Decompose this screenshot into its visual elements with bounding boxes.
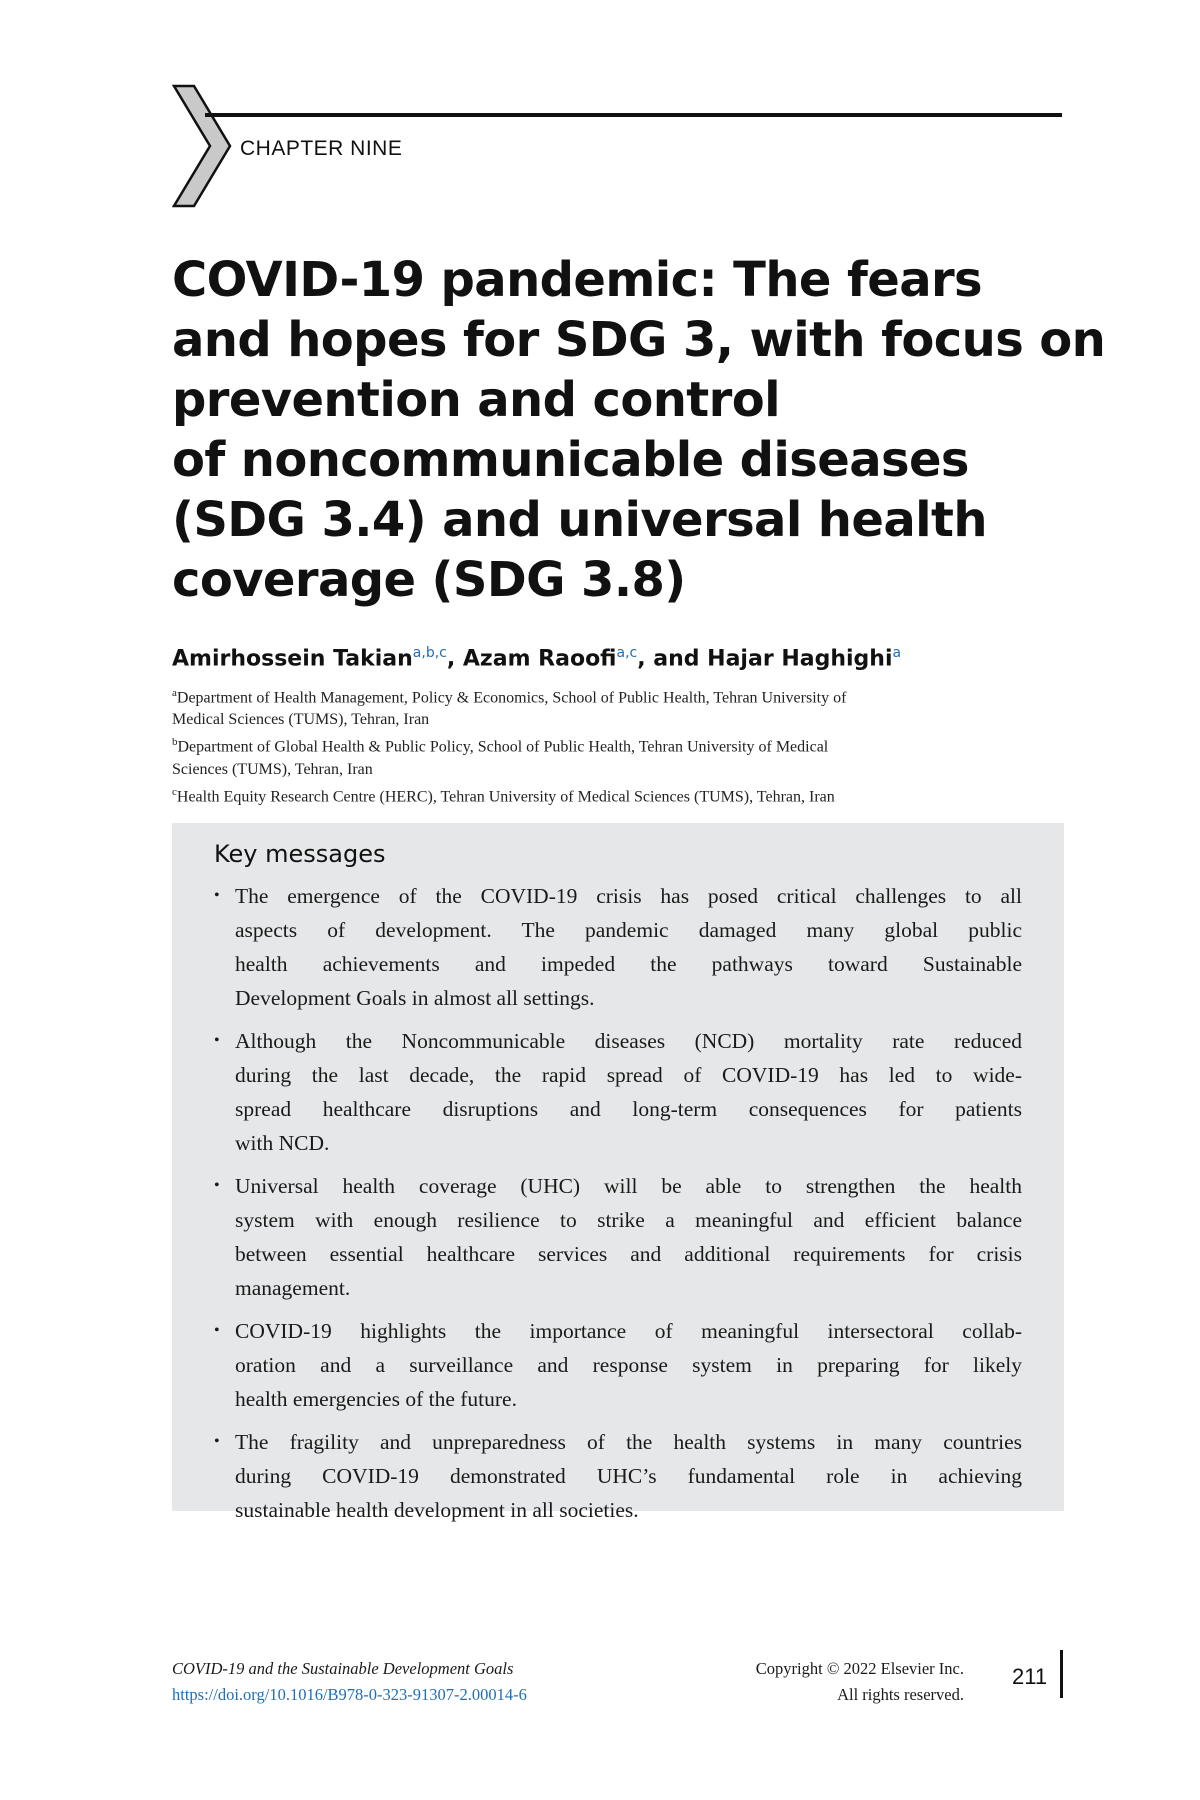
key-message-line: health emergencies of the future. [235, 1387, 517, 1411]
author-list [172, 645, 901, 671]
key-message-item [214, 1024, 1022, 1160]
affiliation-marker: b [172, 736, 178, 749]
affiliation-text: Department of Global Health & Public Policy, School of Public Health, Tehran University of Medical [177, 738, 829, 756]
author-name: Hajar Haghighi [707, 646, 893, 672]
affiliation-text: Department of Health Management, Policy & Economics, School of Public Health, Tehran University of [176, 689, 847, 707]
key-message-line: COVID-19 highlights the importance of meaningful intersectoral collab- [235, 1319, 1022, 1343]
copyright-text: Copyright © 2022 Elsevier Inc. [755, 1659, 964, 1678]
bullet-icon: • [214, 1032, 220, 1049]
bullet-icon: • [214, 1433, 220, 1450]
key-message-line: during COVID-19 demonstrated UHC’s fundamental role in achieving [235, 1464, 1022, 1488]
chapter-chevron-marker [172, 84, 232, 208]
key-messages-heading: Key messages [214, 840, 386, 868]
title-line: prevention and control [172, 372, 780, 428]
key-message-line: during the last decade, the rapid spread of COVID-19 has led to wide- [235, 1063, 1022, 1087]
key-message-line: with NCD. [235, 1131, 330, 1155]
key-message-line: Although the Noncommunicable diseases (NCD) mortality rate reduced [235, 1029, 1022, 1053]
title-line: coverage (SDG 3.8) [172, 552, 686, 608]
key-message-line: sustainable health development in all societies. [235, 1498, 639, 1522]
key-message-line: health achievements and impeded the pathways toward Sustainable [235, 952, 1022, 976]
bullet-icon: • [214, 1177, 220, 1194]
title-line: and hopes for SDG 3, with focus on [172, 312, 1106, 368]
key-message-item [214, 1314, 1022, 1416]
affiliation-text: Health Equity Research Centre (HERC), Tehran University of Medical Sciences (TUMS), Tehran, Iran [176, 787, 835, 805]
key-message-item [214, 1169, 1022, 1305]
affiliation-c [172, 781, 1072, 808]
title-line: COVID-19 pandemic: The fears [172, 252, 983, 308]
key-messages-box [172, 823, 1064, 1522]
chapter-title [172, 250, 1106, 610]
key-message-line: system with enough resilience to strike a meaningful and efficient balance [235, 1208, 1022, 1232]
page-number: 211 [1012, 1664, 1048, 1689]
book-title: COVID-19 and the Sustainable Development Goals [172, 1659, 514, 1678]
key-message-line: spread healthcare disruptions and long-term consequences for patients [235, 1097, 1022, 1121]
key-message-line: management. [235, 1276, 351, 1300]
doi-link[interactable]: https://doi.org/10.1016/B978-0-323-91307-2.00014-6 [172, 1685, 527, 1704]
author-name: Amirhossein Takian [172, 646, 413, 672]
page-number-rule [1060, 1650, 1063, 1698]
title-line: of noncommunicable diseases [172, 432, 969, 488]
key-message-line: The emergence of the COVID-19 crisis has posed critical challenges to all [235, 884, 1022, 908]
affiliation-b [172, 731, 1072, 758]
footer-copyright [660, 1656, 964, 1708]
rights-text: All rights reserved. [837, 1685, 964, 1704]
key-messages-list [214, 879, 1022, 1527]
author-affiliation-link[interactable]: a,c [616, 645, 638, 661]
affiliation-text: Sciences (TUMS), Tehran, Iran [172, 760, 373, 778]
author-affiliation-link[interactable]: a,b,c [412, 645, 447, 661]
chapter-label: CHAPTER NINE [240, 137, 403, 160]
key-message-line: oration and a surveillance and response system in preparing for likely [235, 1353, 1022, 1377]
key-message-line: aspects of development. The pandemic damaged many global public [235, 918, 1022, 942]
key-message-item [214, 1425, 1022, 1527]
key-message-line: The fragility and unpreparedness of the health systems in many countries [235, 1430, 1022, 1454]
key-message-line: Development Goals in almost all settings. [235, 986, 595, 1010]
bullet-icon: • [214, 1322, 220, 1339]
key-message-line: between essential healthcare services and additional requirements for crisis [235, 1242, 1022, 1266]
author-separator: , and [637, 646, 708, 672]
author-affiliation-link[interactable]: a [892, 645, 902, 661]
chapter-rule [205, 113, 1062, 117]
affiliation-marker: c [172, 785, 177, 798]
affiliation-list [172, 682, 1072, 808]
affiliation-a [172, 682, 1072, 709]
affiliation-text: Medical Sciences (TUMS), Tehran, Iran [172, 711, 430, 729]
author-separator: , [446, 646, 463, 672]
footer-citation [172, 1656, 527, 1708]
author-name: Azam Raoofi [462, 646, 617, 672]
key-message-item [214, 879, 1022, 1015]
bullet-icon: • [214, 887, 220, 904]
title-line: (SDG 3.4) and universal health [172, 492, 987, 548]
key-message-line: Universal health coverage (UHC) will be able to strengthen the health [235, 1174, 1022, 1198]
affiliation-marker: a [172, 687, 177, 699]
